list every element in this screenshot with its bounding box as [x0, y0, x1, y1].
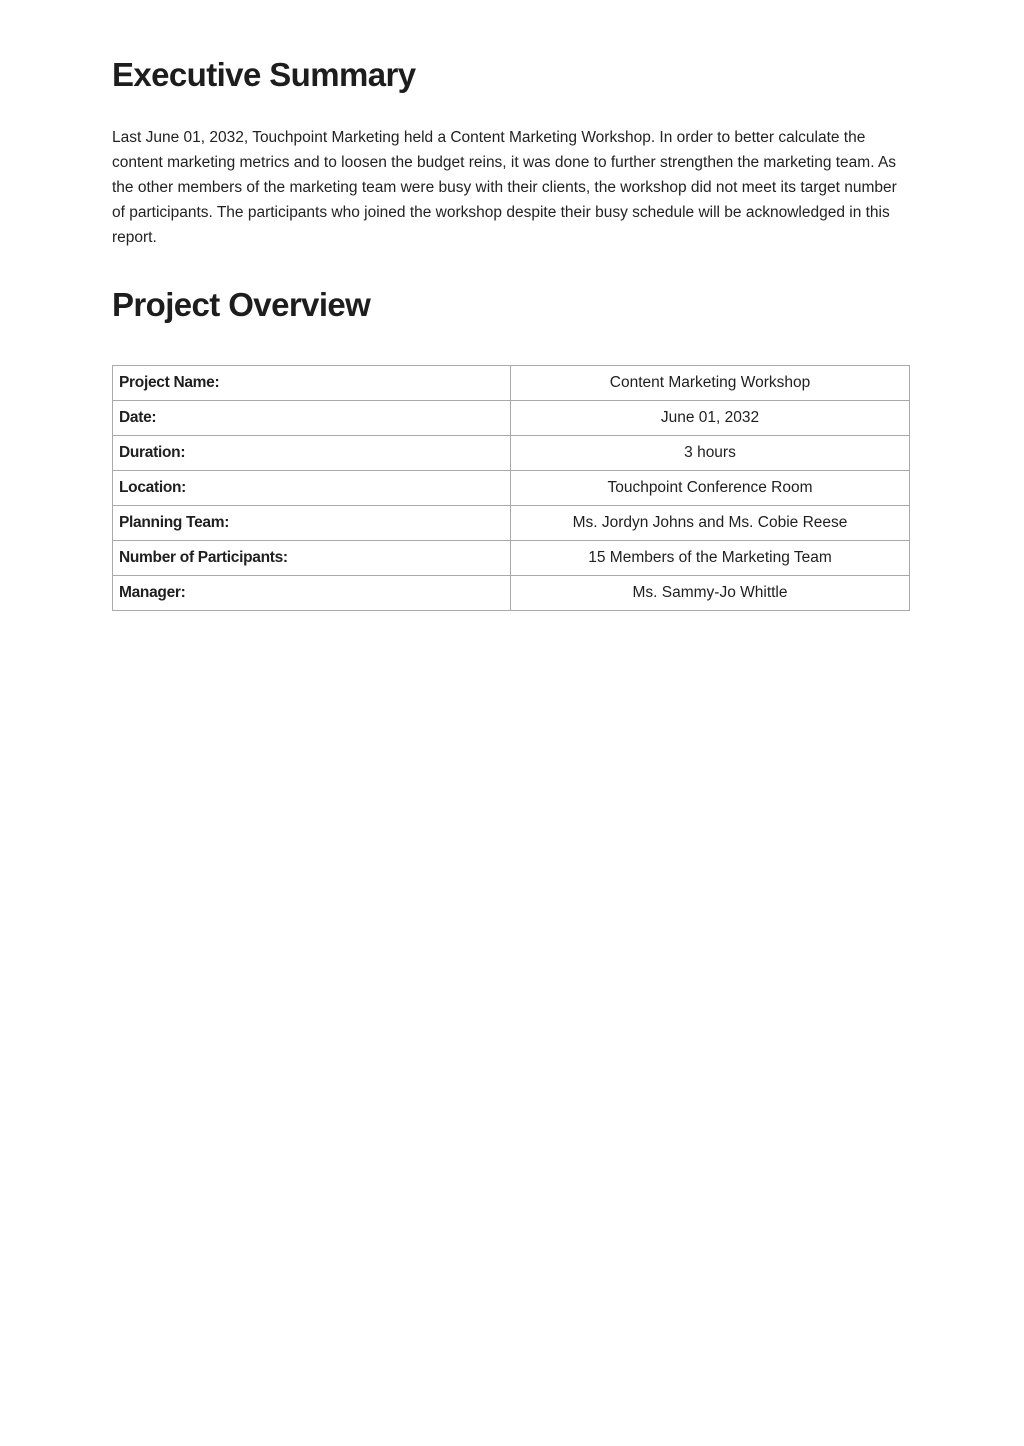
row-label: Planning Team: [113, 506, 511, 541]
row-value: Content Marketing Workshop [511, 366, 910, 401]
executive-summary-heading: Executive Summary [112, 56, 416, 93]
table-row [113, 401, 910, 436]
project-overview-table [112, 365, 910, 611]
row-value: Ms. Jordyn Johns and Ms. Cobie Reese [511, 506, 910, 541]
row-value: 15 Members of the Marketing Team [511, 541, 910, 576]
row-value: 3 hours [511, 436, 910, 471]
row-value: June 01, 2032 [511, 401, 910, 436]
table-row [113, 541, 910, 576]
table-row [113, 471, 910, 506]
project-overview-heading: Project Overview [112, 286, 371, 323]
executive-summary-paragraph: Last June 01, 2032, Touchpoint Marketing held a Content Marketing Workshop. In order to better calculate the content marketing metrics and to loosen the budget reins, it was done to further strengthen the marketing team. As the other members of the marketing team were busy with their clients, the workshop did not meet its target number of participants. The participants who joined the workshop despite their busy schedule will be acknowledged in this report. [112, 129, 897, 246]
row-value: Ms. Sammy-Jo Whittle [511, 576, 910, 611]
row-label: Duration: [113, 436, 511, 471]
row-label: Project Name: [113, 366, 511, 401]
row-label: Number of Participants: [113, 541, 511, 576]
table-row [113, 366, 910, 401]
row-label: Date: [113, 401, 511, 436]
table-row [113, 436, 910, 471]
table-row [113, 576, 910, 611]
table-row [113, 506, 910, 541]
row-value: Touchpoint Conference Room [511, 471, 910, 506]
row-label: Manager: [113, 576, 511, 611]
row-label: Location: [113, 471, 511, 506]
